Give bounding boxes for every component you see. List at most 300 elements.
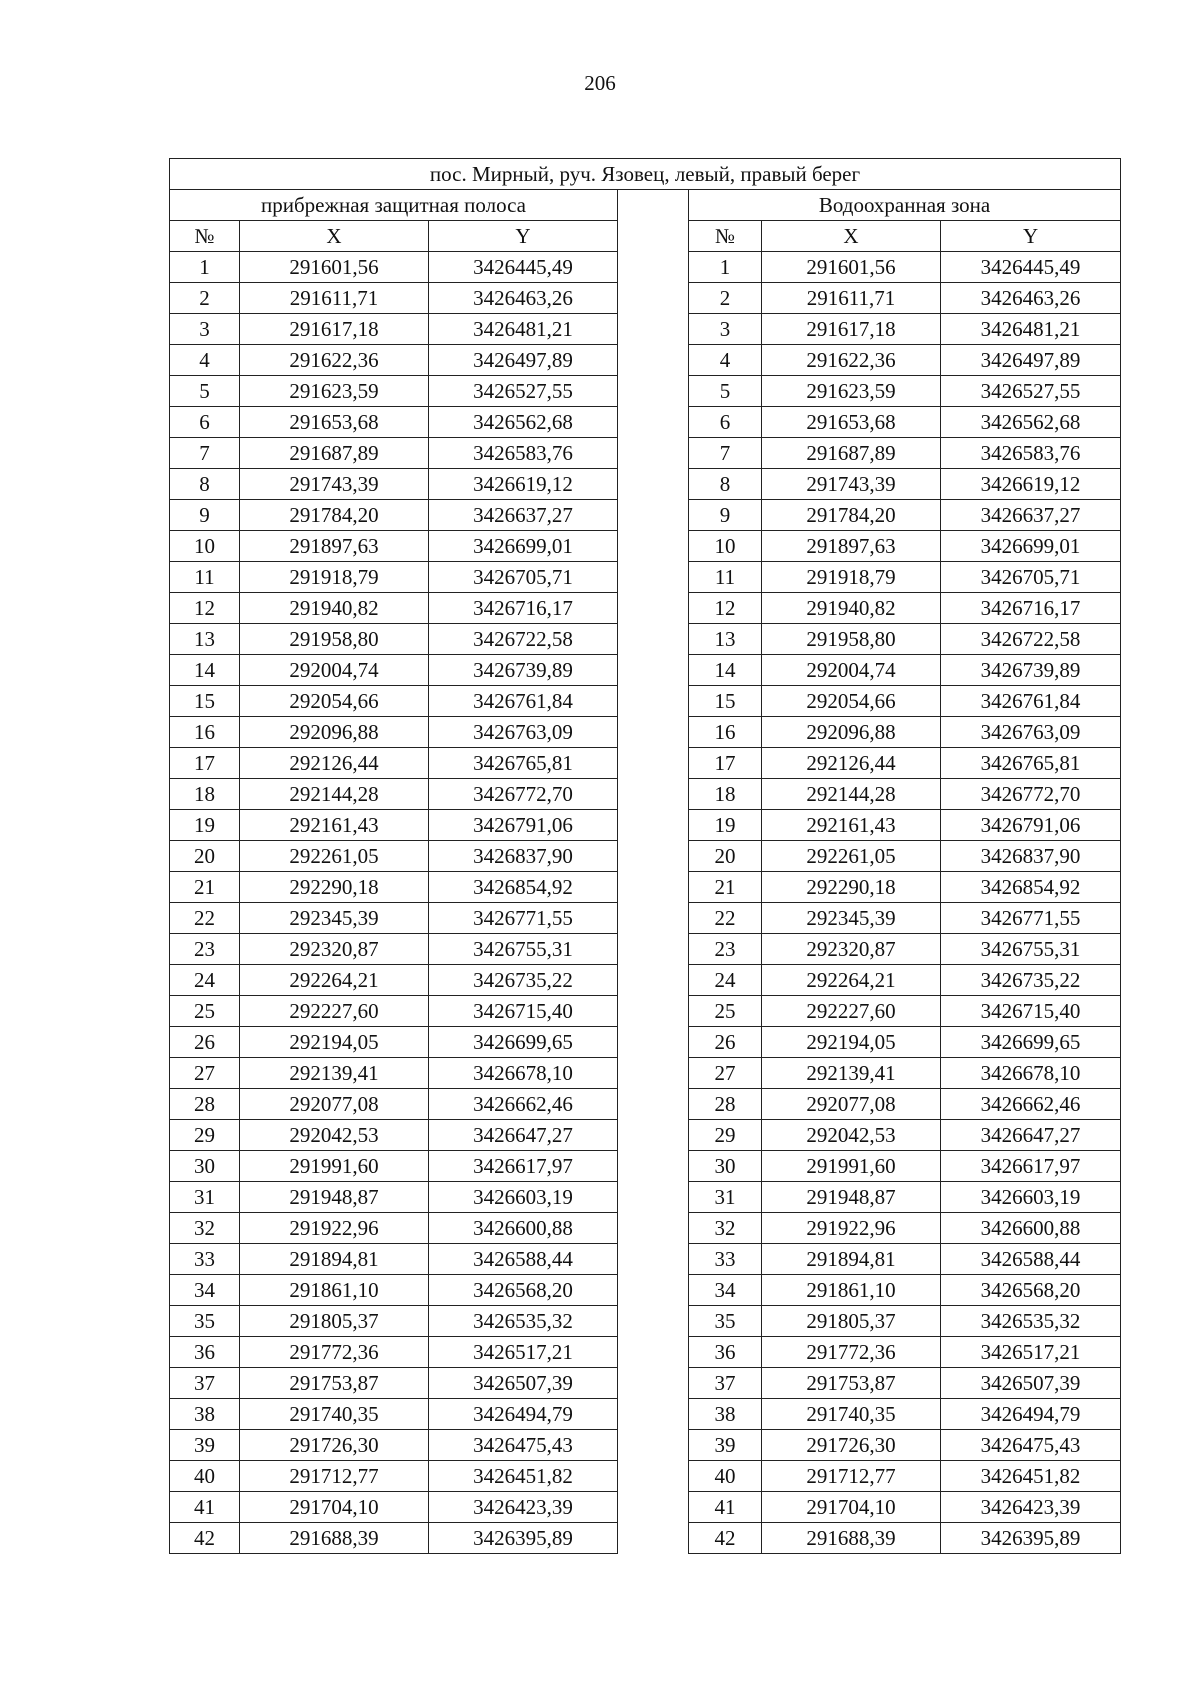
table-gap (618, 531, 689, 562)
right-x-coordinate-cell: 291740,35 (762, 1399, 941, 1430)
right-y-coordinate-cell: 3426716,17 (941, 593, 1121, 624)
table-gap (618, 1337, 689, 1368)
table-row (170, 810, 1121, 841)
left-y-coordinate-cell: 3426739,89 (429, 655, 618, 686)
right-x-coordinate-cell: 291611,71 (762, 283, 941, 314)
left-point-number-cell: 20 (170, 841, 240, 872)
table-gap (618, 934, 689, 965)
right-y-coordinate-cell: 3426662,46 (941, 1089, 1121, 1120)
left-point-number-cell: 11 (170, 562, 240, 593)
left-x-coordinate-cell: 292161,43 (240, 810, 429, 841)
left-x-coordinate-cell: 291753,87 (240, 1368, 429, 1399)
right-point-number-cell: 21 (689, 872, 762, 903)
table-gap (618, 1306, 689, 1337)
right-point-number-cell: 33 (689, 1244, 762, 1275)
table-gap (618, 841, 689, 872)
left-point-number-cell: 30 (170, 1151, 240, 1182)
left-y-coordinate-cell: 3426837,90 (429, 841, 618, 872)
right-x-coordinate-cell: 291918,79 (762, 562, 941, 593)
left-point-number-cell: 34 (170, 1275, 240, 1306)
right-y-coordinate-cell: 3426475,43 (941, 1430, 1121, 1461)
left-x-coordinate-cell: 292227,60 (240, 996, 429, 1027)
table-gap (618, 1182, 689, 1213)
table-row (170, 531, 1121, 562)
right-y-coordinate-cell: 3426517,21 (941, 1337, 1121, 1368)
right-point-number-cell: 3 (689, 314, 762, 345)
table-row (170, 1399, 1121, 1430)
left-y-coordinate-cell: 3426445,49 (429, 252, 618, 283)
left-y-coordinate-cell: 3426772,70 (429, 779, 618, 810)
right-x-coordinate-cell: 291712,77 (762, 1461, 941, 1492)
right-y-coordinate-cell: 3426451,82 (941, 1461, 1121, 1492)
table-gap (618, 996, 689, 1027)
right-point-number-cell: 1 (689, 252, 762, 283)
right-x-coordinate-cell: 292126,44 (762, 748, 941, 779)
left-header-y: Y (429, 221, 618, 252)
table-gap (618, 190, 689, 221)
left-x-coordinate-cell: 291687,89 (240, 438, 429, 469)
left-y-coordinate-cell: 3426854,92 (429, 872, 618, 903)
left-y-coordinate-cell: 3426755,31 (429, 934, 618, 965)
table-gap (618, 1151, 689, 1182)
left-x-coordinate-cell: 292054,66 (240, 686, 429, 717)
page-number: 206 (584, 71, 616, 95)
table-gap (618, 376, 689, 407)
left-x-coordinate-cell: 291918,79 (240, 562, 429, 593)
right-point-number-cell: 26 (689, 1027, 762, 1058)
right-x-coordinate-cell: 291704,10 (762, 1492, 941, 1523)
table-gap (618, 593, 689, 624)
left-point-number-cell: 2 (170, 283, 240, 314)
right-y-coordinate-cell: 3426395,89 (941, 1523, 1121, 1554)
left-y-coordinate-cell: 3426497,89 (429, 345, 618, 376)
table-row (170, 1523, 1121, 1554)
table-row (170, 345, 1121, 376)
right-header-y: Y (941, 221, 1121, 252)
right-point-number-cell: 22 (689, 903, 762, 934)
table-row (170, 748, 1121, 779)
left-y-coordinate-cell: 3426699,65 (429, 1027, 618, 1058)
right-header-number: № (689, 221, 762, 252)
right-point-number-cell: 41 (689, 1492, 762, 1523)
left-point-number-cell: 9 (170, 500, 240, 531)
table-row (170, 407, 1121, 438)
left-point-number-cell: 14 (170, 655, 240, 686)
right-point-number-cell: 20 (689, 841, 762, 872)
right-point-number-cell: 30 (689, 1151, 762, 1182)
right-point-number-cell: 35 (689, 1306, 762, 1337)
right-y-coordinate-cell: 3426678,10 (941, 1058, 1121, 1089)
table-row (170, 1275, 1121, 1306)
right-point-number-cell: 6 (689, 407, 762, 438)
right-point-number-cell: 34 (689, 1275, 762, 1306)
left-y-coordinate-cell: 3426517,21 (429, 1337, 618, 1368)
left-x-coordinate-cell: 291622,36 (240, 345, 429, 376)
left-y-coordinate-cell: 3426705,71 (429, 562, 618, 593)
left-y-coordinate-cell: 3426722,58 (429, 624, 618, 655)
left-x-coordinate-cell: 292261,05 (240, 841, 429, 872)
right-point-number-cell: 25 (689, 996, 762, 1027)
left-x-coordinate-cell: 292096,88 (240, 717, 429, 748)
left-y-coordinate-cell: 3426481,21 (429, 314, 618, 345)
table-gap (618, 469, 689, 500)
table-row (170, 779, 1121, 810)
right-x-coordinate-cell: 291922,96 (762, 1213, 941, 1244)
right-y-coordinate-cell: 3426761,84 (941, 686, 1121, 717)
right-y-coordinate-cell: 3426600,88 (941, 1213, 1121, 1244)
left-point-number-cell: 36 (170, 1337, 240, 1368)
right-x-coordinate-cell: 291601,56 (762, 252, 941, 283)
right-point-number-cell: 12 (689, 593, 762, 624)
table-gap (618, 965, 689, 996)
table-row (170, 283, 1121, 314)
right-x-coordinate-cell: 292320,87 (762, 934, 941, 965)
table-row (170, 500, 1121, 531)
right-point-number-cell: 14 (689, 655, 762, 686)
table-gap (618, 1368, 689, 1399)
right-x-coordinate-cell: 292139,41 (762, 1058, 941, 1089)
right-x-coordinate-cell: 291772,36 (762, 1337, 941, 1368)
left-point-number-cell: 8 (170, 469, 240, 500)
left-x-coordinate-cell: 291743,39 (240, 469, 429, 500)
left-point-number-cell: 25 (170, 996, 240, 1027)
table-gap (618, 1120, 689, 1151)
left-y-coordinate-cell: 3426463,26 (429, 283, 618, 314)
right-point-number-cell: 32 (689, 1213, 762, 1244)
left-section-title: прибрежная защитная полоса (170, 190, 618, 221)
left-point-number-cell: 18 (170, 779, 240, 810)
right-section-title: Водоохранная зона (689, 190, 1121, 221)
right-y-coordinate-cell: 3426739,89 (941, 655, 1121, 686)
table-gap (618, 1275, 689, 1306)
table-gap (618, 1461, 689, 1492)
right-x-coordinate-cell: 292042,53 (762, 1120, 941, 1151)
left-y-coordinate-cell: 3426662,46 (429, 1089, 618, 1120)
left-point-number-cell: 24 (170, 965, 240, 996)
right-x-coordinate-cell: 291894,81 (762, 1244, 941, 1275)
right-point-number-cell: 7 (689, 438, 762, 469)
right-point-number-cell: 37 (689, 1368, 762, 1399)
table-row (170, 438, 1121, 469)
left-x-coordinate-cell: 291940,82 (240, 593, 429, 624)
right-y-coordinate-cell: 3426617,97 (941, 1151, 1121, 1182)
left-point-number-cell: 12 (170, 593, 240, 624)
left-y-coordinate-cell: 3426791,06 (429, 810, 618, 841)
right-y-coordinate-cell: 3426562,68 (941, 407, 1121, 438)
right-y-coordinate-cell: 3426507,39 (941, 1368, 1121, 1399)
left-x-coordinate-cell: 292264,21 (240, 965, 429, 996)
left-y-coordinate-cell: 3426562,68 (429, 407, 618, 438)
left-x-coordinate-cell: 292144,28 (240, 779, 429, 810)
table-gap (618, 779, 689, 810)
left-x-coordinate-cell: 292077,08 (240, 1089, 429, 1120)
right-point-number-cell: 9 (689, 500, 762, 531)
table-gap (618, 1244, 689, 1275)
table-gap (618, 500, 689, 531)
table-row (170, 1244, 1121, 1275)
left-point-number-cell: 27 (170, 1058, 240, 1089)
left-x-coordinate-cell: 292345,39 (240, 903, 429, 934)
table-row (170, 376, 1121, 407)
right-y-coordinate-cell: 3426763,09 (941, 717, 1121, 748)
table-row (170, 314, 1121, 345)
left-point-number-cell: 40 (170, 1461, 240, 1492)
coordinates-table (169, 158, 1121, 1554)
right-y-coordinate-cell: 3426699,65 (941, 1027, 1121, 1058)
left-x-coordinate-cell: 291991,60 (240, 1151, 429, 1182)
left-x-coordinate-cell: 291611,71 (240, 283, 429, 314)
left-point-number-cell: 19 (170, 810, 240, 841)
table-gap (618, 810, 689, 841)
left-header-x: X (240, 221, 429, 252)
table-row (170, 1213, 1121, 1244)
left-y-coordinate-cell: 3426494,79 (429, 1399, 618, 1430)
right-y-coordinate-cell: 3426705,71 (941, 562, 1121, 593)
right-x-coordinate-cell: 292227,60 (762, 996, 941, 1027)
right-y-coordinate-cell: 3426755,31 (941, 934, 1121, 965)
left-point-number-cell: 3 (170, 314, 240, 345)
table-gap (618, 1523, 689, 1554)
left-x-coordinate-cell: 291958,80 (240, 624, 429, 655)
table-row (170, 1058, 1121, 1089)
left-x-coordinate-cell: 291897,63 (240, 531, 429, 562)
left-header-number: № (170, 221, 240, 252)
right-y-coordinate-cell: 3426765,81 (941, 748, 1121, 779)
right-x-coordinate-cell: 292161,43 (762, 810, 941, 841)
left-y-coordinate-cell: 3426699,01 (429, 531, 618, 562)
table-gap (618, 1027, 689, 1058)
left-point-number-cell: 15 (170, 686, 240, 717)
left-y-coordinate-cell: 3426765,81 (429, 748, 618, 779)
right-point-number-cell: 42 (689, 1523, 762, 1554)
right-point-number-cell: 23 (689, 934, 762, 965)
left-x-coordinate-cell: 292194,05 (240, 1027, 429, 1058)
right-x-coordinate-cell: 291861,10 (762, 1275, 941, 1306)
right-x-coordinate-cell: 292004,74 (762, 655, 941, 686)
right-point-number-cell: 31 (689, 1182, 762, 1213)
left-point-number-cell: 33 (170, 1244, 240, 1275)
right-y-coordinate-cell: 3426772,70 (941, 779, 1121, 810)
table-row (170, 562, 1121, 593)
table-row (170, 934, 1121, 965)
left-x-coordinate-cell: 291861,10 (240, 1275, 429, 1306)
right-y-coordinate-cell: 3426854,92 (941, 872, 1121, 903)
left-point-number-cell: 29 (170, 1120, 240, 1151)
left-y-coordinate-cell: 3426568,20 (429, 1275, 618, 1306)
left-x-coordinate-cell: 291894,81 (240, 1244, 429, 1275)
right-point-number-cell: 40 (689, 1461, 762, 1492)
left-x-coordinate-cell: 291772,36 (240, 1337, 429, 1368)
left-y-coordinate-cell: 3426763,09 (429, 717, 618, 748)
table-gap (618, 345, 689, 376)
right-x-coordinate-cell: 292261,05 (762, 841, 941, 872)
right-x-coordinate-cell: 291784,20 (762, 500, 941, 531)
table-gap (618, 748, 689, 779)
left-point-number-cell: 5 (170, 376, 240, 407)
right-header-x: X (762, 221, 941, 252)
right-point-number-cell: 27 (689, 1058, 762, 1089)
table-gap (618, 655, 689, 686)
right-y-coordinate-cell: 3426494,79 (941, 1399, 1121, 1430)
right-x-coordinate-cell: 291753,87 (762, 1368, 941, 1399)
table-row (170, 1027, 1121, 1058)
left-point-number-cell: 6 (170, 407, 240, 438)
right-point-number-cell: 13 (689, 624, 762, 655)
left-x-coordinate-cell: 291623,59 (240, 376, 429, 407)
right-point-number-cell: 5 (689, 376, 762, 407)
table-row (170, 593, 1121, 624)
right-y-coordinate-cell: 3426699,01 (941, 531, 1121, 562)
left-x-coordinate-cell: 291922,96 (240, 1213, 429, 1244)
left-y-coordinate-cell: 3426637,27 (429, 500, 618, 531)
right-x-coordinate-cell: 291958,80 (762, 624, 941, 655)
table-gap (618, 872, 689, 903)
table-gap (618, 283, 689, 314)
left-x-coordinate-cell: 291653,68 (240, 407, 429, 438)
left-point-number-cell: 38 (170, 1399, 240, 1430)
right-point-number-cell: 15 (689, 686, 762, 717)
left-y-coordinate-cell: 3426678,10 (429, 1058, 618, 1089)
right-y-coordinate-cell: 3426637,27 (941, 500, 1121, 531)
right-y-coordinate-cell: 3426535,32 (941, 1306, 1121, 1337)
right-y-coordinate-cell: 3426722,58 (941, 624, 1121, 655)
left-point-number-cell: 26 (170, 1027, 240, 1058)
table-row (170, 655, 1121, 686)
right-x-coordinate-cell: 291653,68 (762, 407, 941, 438)
right-y-coordinate-cell: 3426527,55 (941, 376, 1121, 407)
table-gap (618, 1492, 689, 1523)
left-point-number-cell: 17 (170, 748, 240, 779)
left-y-coordinate-cell: 3426588,44 (429, 1244, 618, 1275)
left-point-number-cell: 22 (170, 903, 240, 934)
right-x-coordinate-cell: 292144,28 (762, 779, 941, 810)
left-point-number-cell: 16 (170, 717, 240, 748)
table-gap (618, 314, 689, 345)
left-x-coordinate-cell: 291740,35 (240, 1399, 429, 1430)
table-row (170, 1306, 1121, 1337)
left-x-coordinate-cell: 291712,77 (240, 1461, 429, 1492)
table-row (170, 252, 1121, 283)
table-row (170, 1089, 1121, 1120)
right-point-number-cell: 39 (689, 1430, 762, 1461)
left-x-coordinate-cell: 292004,74 (240, 655, 429, 686)
right-y-coordinate-cell: 3426463,26 (941, 283, 1121, 314)
right-x-coordinate-cell: 292054,66 (762, 686, 941, 717)
right-point-number-cell: 24 (689, 965, 762, 996)
left-x-coordinate-cell: 292320,87 (240, 934, 429, 965)
left-y-coordinate-cell: 3426647,27 (429, 1120, 618, 1151)
right-x-coordinate-cell: 291688,39 (762, 1523, 941, 1554)
right-y-coordinate-cell: 3426497,89 (941, 345, 1121, 376)
table-row (170, 624, 1121, 655)
table-row (170, 717, 1121, 748)
table-gap (618, 1399, 689, 1430)
left-y-coordinate-cell: 3426527,55 (429, 376, 618, 407)
left-point-number-cell: 39 (170, 1430, 240, 1461)
right-x-coordinate-cell: 291940,82 (762, 593, 941, 624)
right-x-coordinate-cell: 292096,88 (762, 717, 941, 748)
left-y-coordinate-cell: 3426451,82 (429, 1461, 618, 1492)
left-y-coordinate-cell: 3426771,55 (429, 903, 618, 934)
table-gap (618, 407, 689, 438)
right-y-coordinate-cell: 3426481,21 (941, 314, 1121, 345)
table-row (170, 872, 1121, 903)
table-row (170, 1182, 1121, 1213)
left-x-coordinate-cell: 291784,20 (240, 500, 429, 531)
right-y-coordinate-cell: 3426583,76 (941, 438, 1121, 469)
table-row (170, 965, 1121, 996)
table-title-row (170, 159, 1121, 190)
table-gap (618, 903, 689, 934)
left-y-coordinate-cell: 3426617,97 (429, 1151, 618, 1182)
table-row (170, 686, 1121, 717)
table-gap (618, 624, 689, 655)
left-x-coordinate-cell: 292139,41 (240, 1058, 429, 1089)
left-x-coordinate-cell: 291601,56 (240, 252, 429, 283)
table-row (170, 841, 1121, 872)
table-body (170, 252, 1121, 1554)
right-x-coordinate-cell: 292077,08 (762, 1089, 941, 1120)
table-gap (618, 438, 689, 469)
table-gap (618, 686, 689, 717)
right-y-coordinate-cell: 3426588,44 (941, 1244, 1121, 1275)
left-x-coordinate-cell: 292042,53 (240, 1120, 429, 1151)
right-point-number-cell: 28 (689, 1089, 762, 1120)
right-y-coordinate-cell: 3426837,90 (941, 841, 1121, 872)
left-point-number-cell: 23 (170, 934, 240, 965)
right-x-coordinate-cell: 292264,21 (762, 965, 941, 996)
table-row (170, 1151, 1121, 1182)
left-y-coordinate-cell: 3426619,12 (429, 469, 618, 500)
right-point-number-cell: 17 (689, 748, 762, 779)
right-point-number-cell: 16 (689, 717, 762, 748)
left-point-number-cell: 4 (170, 345, 240, 376)
table-row (170, 1120, 1121, 1151)
right-y-coordinate-cell: 3426791,06 (941, 810, 1121, 841)
left-x-coordinate-cell: 291726,30 (240, 1430, 429, 1461)
left-x-coordinate-cell: 291617,18 (240, 314, 429, 345)
right-point-number-cell: 11 (689, 562, 762, 593)
right-y-coordinate-cell: 3426603,19 (941, 1182, 1121, 1213)
table-row (170, 1337, 1121, 1368)
table-row (170, 996, 1121, 1027)
left-point-number-cell: 10 (170, 531, 240, 562)
table-row (170, 903, 1121, 934)
right-x-coordinate-cell: 291726,30 (762, 1430, 941, 1461)
left-point-number-cell: 13 (170, 624, 240, 655)
table-row (170, 1430, 1121, 1461)
left-y-coordinate-cell: 3426735,22 (429, 965, 618, 996)
table-gap (618, 1089, 689, 1120)
left-point-number-cell: 32 (170, 1213, 240, 1244)
left-point-number-cell: 41 (170, 1492, 240, 1523)
right-x-coordinate-cell: 292290,18 (762, 872, 941, 903)
right-point-number-cell: 8 (689, 469, 762, 500)
left-point-number-cell: 28 (170, 1089, 240, 1120)
left-point-number-cell: 21 (170, 872, 240, 903)
right-x-coordinate-cell: 291991,60 (762, 1151, 941, 1182)
left-x-coordinate-cell: 292290,18 (240, 872, 429, 903)
table-title: пос. Мирный, руч. Язовец, левый, правый берег (170, 159, 1121, 190)
right-x-coordinate-cell: 291617,18 (762, 314, 941, 345)
table-row (170, 1461, 1121, 1492)
left-x-coordinate-cell: 291948,87 (240, 1182, 429, 1213)
table-row (170, 1492, 1121, 1523)
table-gap (618, 252, 689, 283)
right-point-number-cell: 18 (689, 779, 762, 810)
left-y-coordinate-cell: 3426715,40 (429, 996, 618, 1027)
right-x-coordinate-cell: 291687,89 (762, 438, 941, 469)
